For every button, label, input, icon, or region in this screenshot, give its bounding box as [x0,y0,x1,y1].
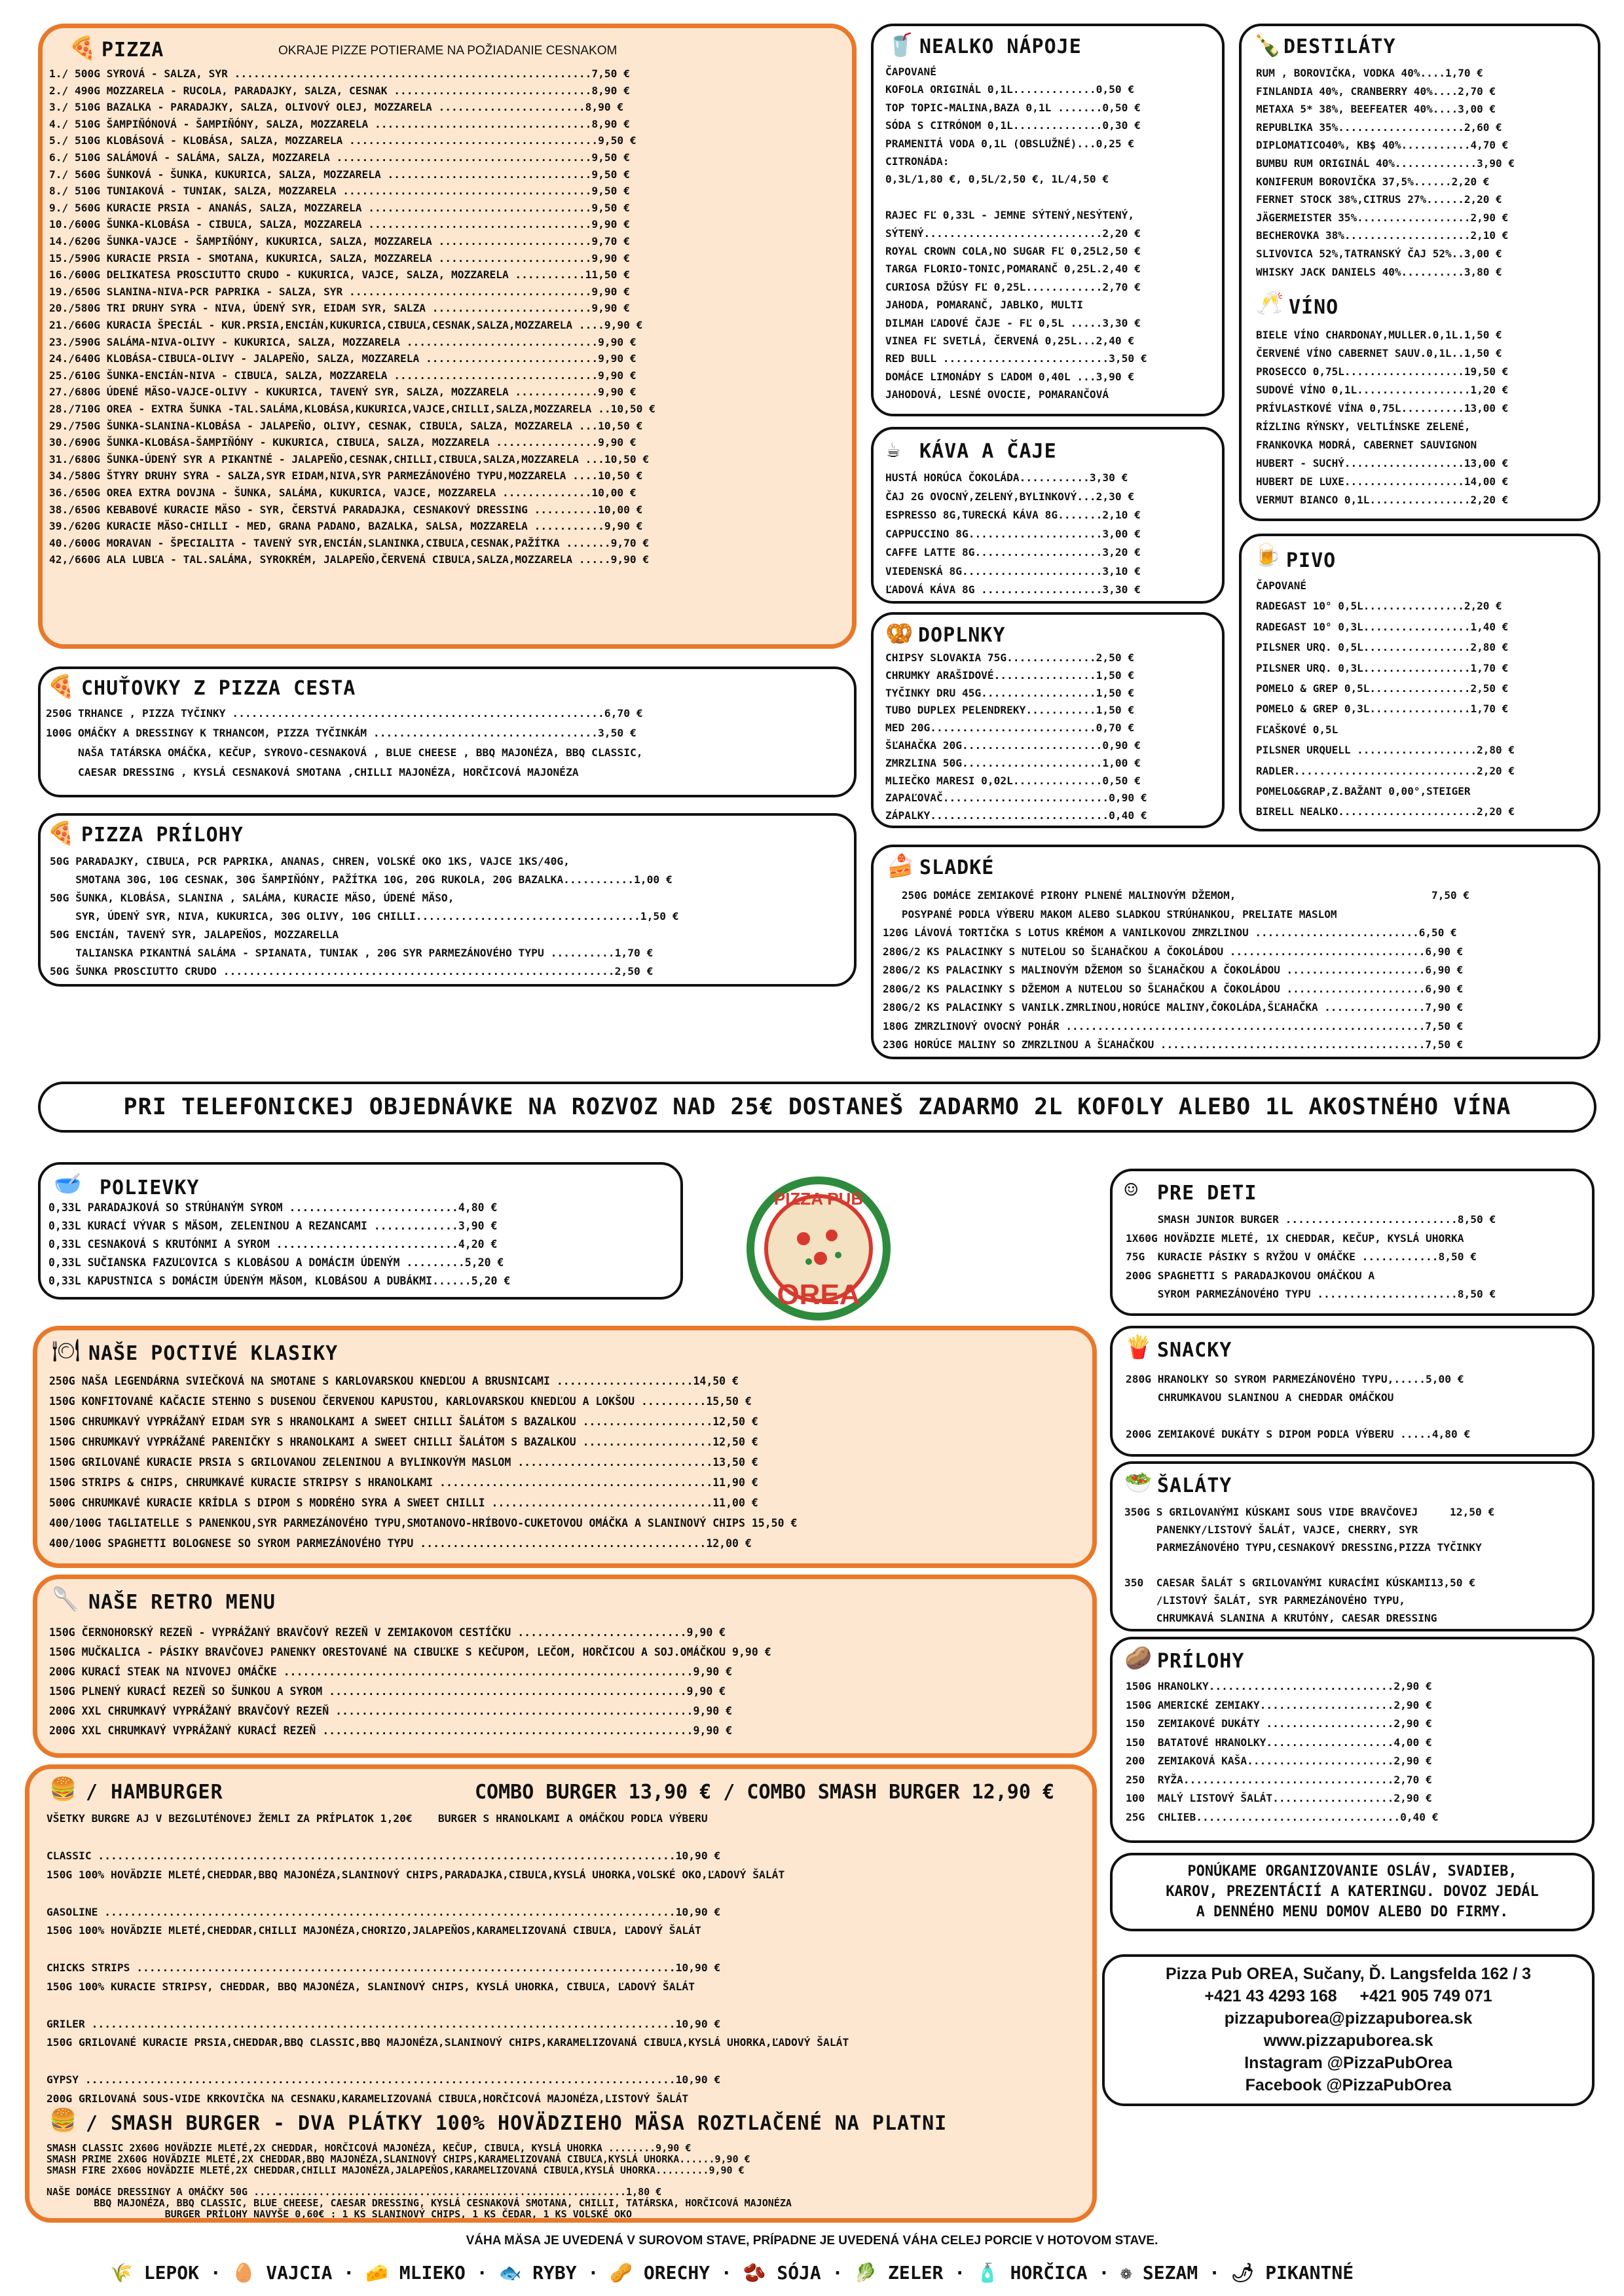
menu-line: FRANKOVKA MODRÁ, CABERNET SAUVIGNON [1256,439,1477,451]
chutovky-title: CHUŤOVKY Z PIZZA CESTA [81,677,356,700]
menu-line: 280G/2 KS PALACINKY S NUTELOU SO ŠĽAHAČKOU A ČOKOLÁDOU ...............................6,90 € [883,945,1464,958]
nealko-section [871,24,1225,416]
menu-line: 16./600G DELIKATESA PROSCIUTTO CRUDO - KUKURICA, VAJCE, SALZA, MOZZARELA ...........11,50 € [49,268,630,282]
burger-icon: 🍔 [49,2107,77,2134]
nealko-title: NEALKO NÁPOJE [919,35,1082,58]
chips-icon: 🥨 [885,621,913,647]
menu-line: pizzapuborea@pizzapuborea.sk [1224,2009,1473,2028]
menu-line: SMASH FIRE 2X60G HOVÄDZIE MLETÉ,2X CHEDDAR,CHILLI MAJONÉZA,JALAPEŇOS,KARAMELIZOVANÁ CIBUĽA,KYSLÁ UHORKA.........9,90 € [46,2164,745,2176]
menu-line: ZMRZLINA 50G......................1,00 € [885,756,1141,769]
menu-line: KONIFERUM BOROVIČKA 37,5%......2,20 € [1256,175,1490,188]
menu-line: Pizza Pub OREA, Sučany, Ď. Langsfelda 162 / 3 [1165,1965,1532,1983]
destilaty-title: DESTILÁTY [1283,35,1396,58]
menu-line: TYČINKY DRU 45G..................1,50 € [885,686,1135,699]
menu-line: ZAPAĽOVAČ..........................0,90 € [885,792,1147,805]
potato-icon: 🥔 [1124,1645,1153,1671]
menu-line: TUBO DUPLEX PELENDREKY...........1,50 € [885,704,1135,717]
menu-line: 150G KONFITOVANÉ KAČACIE STEHNO S DUSENOU ČERVENOU KAPUSTOU, KARLOVARSKOU KNEDĽOU A LOKŠOU ..........15,50 € [49,1395,752,1408]
pizza-pub-orea-logo [743,1173,894,1324]
menu-line: 280G/2 KS PALACINKY S DŽEMOM A NUTELOU SO ŠĽAHAČKOU A ČOKOLÁDOU ......................6,90 € [883,982,1464,995]
menu-line: CURIOSA DŽÚSY FĽ 0,25L............2,70 € [885,280,1141,293]
menu-line: www.pizzapuborea.sk [1263,2032,1433,2050]
menu-line: Facebook @PizzaPubOrea [1245,2076,1452,2094]
menu-line: 21./660G KURACIA ŠPECIÁL - KUR.PRSIA,ENCIÁN,KUKURICA,CIBUĽA,CESNAK,SALZA,MOZZARELA ....9,90 € [49,319,643,331]
menu-line: TOP TOPIC-MALINA,BAZA 0,1L .......0,50 € [885,101,1141,114]
menu-line: RADEGAST 10° 0,3L.................1,40 € [1256,620,1509,633]
menu-line: 200 ZEMIAKOVÁ KAŠA.......................2,90 € [1126,1755,1432,1767]
menu-line: 0,33L SUČIANSKA FAZUĽOVICA S KLOBÁSOU A DOMÁCIM ÚDENÝM .........5,20 € [48,1256,504,1269]
destilaty-section [1239,24,1600,521]
menu-line: SLIVOVICA 52%,TATRANSKÝ ČAJ 52%..3,00 € [1256,247,1502,260]
wine-glasses-icon: 🥂 [1256,290,1284,316]
menu-line: 280G/2 KS PALACINKY S VANILK.ZMRLINOU,HORÚCE MALINY,ČOKOLÁDA,ŠĽAHAČKA ................7,90 € [883,1001,1464,1013]
menu-line: BBQ MAJONÉZA, BBQ CLASSIC, BLUE CHEESE, CAESAR DRESSING, KYSLÁ CESNAKOVÁ SMOTANA, CHILLI, TATÁRSKA, HORČICOVÁ MAJONÉZA [46,2197,792,2209]
menu-line: 350 CAESAR ŠALÁT S GRILOVANÝMI KURACÍMI KÚSKAMI13,50 € [1124,1576,1476,1589]
doplnky-title: DOPLNKY [918,624,1006,647]
doplnky-section [871,612,1225,828]
menu-line: 23./590G SALÁMA-NIVA-OLIVY - KUKURICA, SALZA, MOZZARELA ..............................9,90 € [49,335,637,348]
menu-line: SÓDA S CITRÓNOM 0,1L..............0,30 € [885,119,1141,132]
menu-line: TALIANSKA PIKANTNÁ SALÁMA - SPIANATA, TUNIAK , 20G SYR PARMEZÁNOVÉHO TYPU ..........1,70 € [50,947,654,959]
menu-line: 150G MUČKALICA - PÁSIKY BRAVČOVEJ PANENKY ORESTOVANÉ NA CIBUĽKE S KEČUPOM, LEČOM, HORČICOU A SOJ.OMÁČKOU 9,90 € [49,1646,771,1658]
menu-line: MED 20G..........................0,70 € [885,721,1135,735]
menu-line: 200G ZEMIAKOVÉ DUKÁTY S DIPOM PODĽA VÝBERU .....4,80 € [1126,1428,1471,1440]
menu-line: KOFOLA ORIGINÁL 0,1L.............0,50 € [885,83,1135,96]
menu-line: POMELO&GRAP,Z.BAŽANT 0,00°,STEIGER [1256,785,1471,797]
menu-line: 7./ 560G ŠUNKOVÁ - ŠUNKA, KUKURICA, SALZA, MOZZARELA ................................9,50 € [49,168,630,181]
menu-line: 39./620G KURACIE MÄSO-CHILLI - MED, GRANA PADANO, BAZALKA, SALSA, MOZZARELA ...........9,90 € [49,520,643,533]
menu-line: RAJEC FĽ 0,33L - JEMNE SÝTENÝ,NESÝTENÝ, [885,209,1135,222]
menu-line: 0,33L KAPUSTNICA S DOMÁCIM ÚDENÝM MÄSOM, KLOBÁSOU A DUBÁKMI......5,20 € [48,1275,511,1287]
sladke-title: SLADKÉ [919,856,995,879]
menu-line: GRILER ...........................................................................................10,90 € [46,2017,721,2030]
menu-line: 150G CHRUMKAVÝ VYPRÁŽANÝ EIDAM SYR S HRANOLKAMI A SWEET CHILLI ŠALÁTOM S BAZALKOU ....................12,50 € [49,1415,758,1428]
plate-cutlery-icon: 🍽 [52,1338,81,1364]
menu-line: 150G 100% HOVÄDZIE MLETÉ,CHEDDAR,CHILLI MAJONÉZA,CHORIZO,JALAPEŇOS,KARAMELIZOVANÁ CIBUĽA, ĽADOVÝ ŠALÁT [46,1924,701,1937]
salad-icon: 🥗 [1124,1470,1153,1496]
menu-line: BIELE VÍNO CHARDONAY,MULLER.0,1L.1,50 € [1256,329,1502,341]
menu-line: 10./600G ŠUNKA-KLOBÁSA - CIBUĽA, SALZA, MOZZARELA ...................................9,90 € [49,218,630,231]
menu-line: SMASH PRIME 2X60G HOVÄDZIE MLETÉ,2X CHEDDAR,BBQ MAJONÉZA,SLANINOVÝ CHIPS,KARAMELIZOVANÁ CIBUĽA,KYSLÁ UHORKA......9,90 € [46,2153,750,2165]
menu-line: 250G NAŠA LEGENDÁRNA SVIEČKOVÁ NA SMOTANE S KARLOVARSKOU KNEDĽOU A BRUSNICAMI .....................14,50 € [49,1375,739,1387]
menu-line: PILSNER URQ. 0,5L.................2,80 € [1256,641,1509,654]
menu-line: 34./580G ŠTYRY DRUHY SYRA - SALZA,SYR EIDAM,NIVA,SYR PARMEZÁNOVÉHO TYPU,MOZZARELA ....10,50 € [49,469,643,483]
menu-line: 25G CHLIEB................................0,40 € [1126,1810,1439,1823]
menu-line: Instagram @PizzaPubOrea [1244,2054,1452,2072]
menu-line: 150G CHRUMKAVÝ VYPRÁŽANÉ PARENIČKY S HRANOLKAMI A SWEET CHILLI ŠALÁTOM S BAZALKOU ....................12,50 € [49,1436,758,1448]
deti-title: PRE DETI [1157,1182,1257,1205]
menu-line: SYR, ÚDENÝ SYR, NIVA, KUKURICA, 30G OLIVY, 10G CHILLI...................................1,50 € [50,910,679,922]
menu-line: 150 ZEMIAKOVÉ DUKÁTY ....................2,90 € [1126,1717,1432,1730]
menu-line: 38./650G KEBABOVÉ KURACIE MÄSO - SYR, ČERSTVÁ PARADAJKA, CESNAKOVÝ DRESSING ..........10,00 € [49,503,643,516]
menu-line: CLASSIC ..........................................................................................10,90 € [46,1850,721,1862]
pizza-icon: 🍕 [69,35,97,62]
menu-line: 230G HORÚCE MALINY SO ZMRZLINOU A ŠĽAHAČKOU ..........................................7,50 € [883,1038,1464,1051]
delivery-banner: PRI TELEFONICKEJ OBJEDNÁVKE NA ROZVOZ NAD 25€ DOSTANEŠ ZADARMO 2L KOFOLY ALEBO 1L AKOSTNÉHO VÍNA [38,1082,1596,1133]
menu-line: VINEA FĽ SVETLÁ, ČERVENÁ 0,25L...2,40 € [885,335,1135,347]
menu-line: ĽADOVÁ KÁVA 8G ...................3,30 € [885,583,1141,596]
menu-line: 15./590G KURACIE PRSIA - SMOTANA, KUKURICA, SALZA, MOZZARELA ........................9,90 € [49,251,630,264]
menu-line: CHRUMKAVOU SLANINOU A CHEDDAR OMÁČKOU [1126,1391,1394,1404]
menu-line: 280G HRANOLKY SO SYROM PARMEZÁNOVÉHO TYPU,.....5,00 € [1126,1373,1464,1385]
pivo-section [1239,534,1600,831]
menu-line: 280G/2 KS PALACINKY S MALINOVÝM DŽEMOM SO ŠĽAHAČKOU A ČOKOLÁDOU ......................6,90 € [883,964,1464,976]
menu-line: ESPRESSO 8G,TURECKÁ KÁVA 8G.......2,10 € [885,509,1141,521]
menu-line: 200G XXL CHRUMKAVÝ VYPRÁŽANÝ KURACÍ REZEŇ .........................................................9,90 € [49,1724,733,1737]
retro-section [33,1575,1097,1758]
menu-line: 200G SPAGHETTI S PARADAJKOVOU OMÁČKOU A [1126,1269,1375,1282]
menu-line: HUBERT - SUCHÝ...................13,00 € [1256,457,1509,469]
menu-line: 100 MALÝ LISTOVÝ ŠALÁT...................2,90 € [1126,1792,1432,1804]
sladke-section [871,845,1600,1059]
menu-line: PRAMENITÁ VODA 0,1L (OBSLUŽNÉ)...0,25 € [885,137,1135,150]
menu-line: 4./ 510G ŠAMPIŇÓNOVÁ - ŠAMPIŇÓNY, SALZA, MOZZARELA ..................................8,90 € [49,117,630,130]
menu-line: METAXA 5* 38%, BEEFEATER 40%....3,00 € [1256,103,1496,116]
menu-line: DIPLOMATICO40%, KB$ 40%...........4,70 € [1256,139,1509,152]
menu-line: 5./ 510G KLOBÁSOVÁ - KLOBÁSA, SALZA, MOZZARELA .......................................9,50 € [49,134,637,147]
menu-line: 31./680G ŠUNKA-ÚDENÝ SYR A PIKANTNÉ - JALAPEŇO,CESNAK,CHILLI,CIBUĽA,SALZA,MOZZARELA ...10,50 € [49,452,650,465]
retro-title: NAŠE RETRO MENU [88,1591,276,1614]
menu-line: RADEGAST 10° 0,5L................2,20 € [1256,600,1502,613]
menu-line: 40./600G MORAVAN - ŠPECIALITA - TAVENÝ SYR,ENCIÁN,SLANINKA,CIBUĽA,CESNAK,PAŽÍTKA .......9,70 € [49,536,650,549]
pizza-prilohy-section [38,813,857,987]
smiley-icon: ☺ [1124,1177,1138,1203]
klasiky-section [33,1326,1097,1568]
menu-line: 100G OMÁČKY A DRESSINGY K TRHANCOM, PIZZA TYČINKÁM ...................................3,50 € [46,727,637,739]
menu-line: ČAPOVANÉ [885,65,936,78]
menu-line: 6./ 510G SALÁMOVÁ - SALÁMA, SALZA, MOZZARELA ........................................9,50 € [49,151,630,164]
menu-line: 1./ 500G SYROVÁ - SALZA, SYR ........................................................7,50 € [49,67,630,80]
snacky-title: SNACKY [1157,1339,1232,1362]
menu-line: 50G ENCIÁN, TAVENÝ SYR, JALAPEŇOS, MOZZARELLA [50,928,339,941]
menu-line: SÝTENÝ............................2,20 € [885,227,1141,240]
menu-line: 1X60G HOVÄDZIE MLETÉ, 1X CHEDDAR, KEČUP, KYSLÁ UHORKA [1126,1231,1464,1245]
logo-bottom-text: OREA [777,1279,860,1311]
menu-line: 50G PARADAJKY, CIBUĽA, PCR PAPRIKA, ANANAS, CHREN, VOLSKÉ OKO 1KS, VAJCE 1KS/40G, [50,855,570,867]
menu-line: 120G LÁVOVÁ TORTIČKA S LOTUS KRÉMOM A VANILKOVOU ZMRZLINOU ..........................6,50 € [883,926,1457,939]
glass-icon: 🥤 [887,32,915,58]
menu-line: 8./ 510G TUNIAKOVÁ - TUNIAK, SALZA, MOZZARELA .......................................9,50 € [49,185,630,198]
menu-line: 200G GRILOVANÁ SOUS-VIDE KRKOVIČKA NA CESNAKU,KARAMELIZOVANÁ CIBUĽA,HORČICOVÁ MAJONÉZA,LISTOVÝ ŠALÁT [46,2092,689,2105]
ladle-icon: 🥄 [52,1586,80,1613]
menu-line: PRÍVLASTKOVÉ VÍNA 0,75L..........13,00 € [1256,402,1509,414]
menu-line: BECHEROVKA 38%....................2,10 € [1256,229,1509,242]
menu-line: POSYPANÉ PODĽA VÝBERU MAKOM ALEBO SLADKOU STRÚHANKOU, PRELIATE MASLOM [883,907,1337,920]
menu-line: 0,33L CESNAKOVÁ S KRUTÓNMI A SYROM ............................4,20 € [48,1238,498,1250]
menu-line: ROYAL CROWN COLA,NO SUGAR FĽ 0,25L2,50 € [885,245,1141,257]
smash-title: / SMASH BURGER - DVA PLÁTKY 100% HOVÄDZIEHO MÄSA ROZTLAČENÉ NA PLATNI [86,2112,948,2135]
menu-line: RED BULL ..........................3,50 € [885,352,1147,365]
menu-line: 400/100G SPAGHETTI BOLOGNESE SO SYROM PARMEZÁNOVÉHO TYPU ............................................12,00 € [49,1537,752,1550]
combo-offer: COMBO BURGER 13,90 € / COMBO SMASH BURGER 12,90 € [475,1781,1055,1804]
pizza-section [38,24,857,649]
pizza-prilohy-title: PIZZA PRÍLOHY [81,824,244,847]
menu-line: CAPPUCCINO 8G.....................3,00 € [885,527,1141,540]
prilohy-section [1110,1637,1595,1843]
menu-line: NAŠA TATÁRSKA OMÁČKA, KEČUP, SYROVO-CESNAKOVÁ , BLUE CHEESE , BBQ MAJONÉZA, BBQ CLASSIC, [46,746,643,759]
menu-line: JÄGERMEISTER 35%..................2,90 € [1256,211,1509,224]
kava-title: KÁVA A ČAJE [919,440,1057,463]
menu-line: REPUBLIKA 35%....................2,60 € [1256,120,1502,134]
menu-line: CHRUMKAVÁ SLANINA A KRUTÓNY, CAESAR DRESSING [1124,1612,1437,1624]
menu-line: 27./680G ÚDENÉ MÄSO-VAJCE-OLIVY - KUKURICA, TAVENÝ SYR, SALZA, MOZZARELA .............9,90 € [49,386,637,399]
menu-line: +421 43 4293 168 +421 905 749 071 [1204,1987,1492,2005]
menu-line: ZÁPALKY............................0,40 € [885,809,1147,822]
menu-line: 19./650G SLANINA-NIVA-PCR PAPRIKA - SALZA, SYR ......................................9,90 € [49,285,630,298]
menu-line: KAROV, PREZENTÁCIÍ A KATERINGU. DOVOZ JEDÁL [1166,1884,1539,1900]
kava-section [871,427,1225,604]
pizza-title: PIZZA [101,39,164,62]
menu-line: 0,3L/1,80 €, 0,5L/2,50 €, 1L/4,50 € [885,173,1109,186]
menu-line: 20./580G TRI DRUHY SYRA - NIVA, ÚDENÝ SYR, EIDAM SYR, SALZA .........................9,90 € [49,302,630,315]
menu-line: 150G GRILOVANÉ KURACIE PRSIA,CHEDDAR,BBQ CLASSIC,BBQ MAJONÉZA,SLANINOVÝ CHIPS,KARAMELIZOVANÁ CIBUĽA,KYSLÁ UHORKA,ĽADOVÝ ŠALÁT [46,2036,849,2049]
menu-line: BURGER PRÍLOHY NAVYŠE 0,60€ : 1 KS SLANINOVÝ CHIPS, 1 KS ČEDAR, 1 KS VOLSKÉ OKO [46,2208,633,2220]
menu-line: WHISKY JACK DANIELS 40%..........3,80 € [1256,265,1502,278]
menu-line: PARMEZÁNOVÉHO TYPU,CESNAKOVÝ DRESSING,PIZZA TYČINKY [1124,1541,1482,1554]
menu-line: PONÚKAME ORGANIZOVANIE OSLÁV, SVADIEB, [1187,1863,1517,1880]
menu-line: BIRELL NEALKO......................2,20 € [1256,805,1515,818]
menu-line: FINLANDIA 40%, CRANBERRY 40%....2,70 € [1256,84,1496,98]
menu-line: RUM , BOROVIČKA, VODKA 40%....1,70 € [1256,67,1483,79]
pizza-slice-icon: 🍕 [47,674,75,700]
menu-line: NAŠE DOMÁCE DRESSINGY A OMÁČKY 50G ...............................................................1,80 € [46,2186,662,2198]
menu-line: 36./650G OREA EXTRA DOVJNA - ŠUNKA, SALÁMA, KUKURICA, VAJCE, MOZZARELA ..............10,00 € [49,486,637,499]
menu-line: 150G PLNENÝ KURACÍ REZEŇ SO ŠUNKOU A SYROM .......................................................9,90 € [49,1685,726,1698]
fries-icon: 🍟 [1124,1334,1153,1360]
menu-line: 350G S GRILOVANÝMI KÚSKAMI SOUS VIDE BRAVČOVEJ 12,50 € [1124,1506,1495,1518]
contact-section [1102,1954,1595,2106]
menu-line: 150G 100% HOVÄDZIE MLETÉ,CHEDDAR,BBQ MAJONÉZA,SLANINOVÝ CHIPS,PARADAJKA,CIBUĽA,KYSLÁ UHORKA,VOLSKÉ OKO,ĽADOVÝ ŠALÁT [46,1868,785,1881]
menu-line: RADLER.............................2,20 € [1256,764,1515,777]
menu-line: 28./710G OREA - EXTRA ŠUNKA -TAL.SALÁMA,KLOBÁSA,KUKURICA,VAJCE,CHILLI,SALZA,MOZZARELA ..10,50 € [49,403,655,415]
menu-line: 200G XXL CHRUMKAVÝ VYPRÁŽANÝ BRAVČOVÝ REZEŇ .......................................................9,90 € [49,1705,733,1717]
menu-line: 0,33L KURACÍ VÝVAR S MÄSOM, ZELENINOU A REZANCAMI .............3,90 € [48,1220,498,1232]
menu-line: 50G ŠUNKA PROSCIUTTO CRUDO .............................................................2,50 € [50,965,654,977]
menu-line: 24./640G KLOBÁSA-CIBUĽA-OLIVY - JALAPEŇO, SALZA, MOZZARELA ...........................9,90 € [49,352,637,365]
menu-line: SUDOVÉ VÍNO 0,1L..................1,20 € [1256,384,1509,396]
cake-icon: 🍰 [887,853,915,879]
menu-line: CHIPSY SLOVAKIA 75G..............2,50 € [885,651,1135,664]
menu-line: 400/100G TAGLIATELLE S PANENKOU,SYR PARMEZÁNOVÉHO TYPU,SMOTANOVO-HRÍBOVO-CUKETOVOU OMÁČKA A SLANINOVÝ CHIPS 15,50 € [49,1517,798,1529]
polievky-section [38,1162,683,1300]
menu-line: CAESAR DRESSING , KYSLÁ CESNAKOVÁ SMOTANA ,CHILLI MAJONÉZA, HORČICOVÁ MAJONÉZA [46,766,579,778]
menu-line: VŠETKY BURGRE AJ V BEZGLUTÉNOVEJ ŽEMLI ZA PRÍPLATOK 1,20€ BURGER S HRANOLKAMI A OMÁČKOU PODĽA VÝBERU [46,1812,708,1825]
menu-line: VIEDENSKÁ 8G......................3,10 € [885,564,1141,577]
salaty-title: ŠALÁTY [1157,1474,1232,1497]
menu-line: 25./610G ŠUNKA-ENCIÁN-NIVA - CIBUĽA, SALZA, MOZZARELA ................................9,90 € [49,369,637,382]
menu-line: 3./ 510G BAZALKA - PARADAJKY, SALZA, OLIVOVÝ OLEJ, MOZZARELA .......................8,90 € [49,101,624,114]
klasiky-title: NAŠE POCTIVÉ KLASIKY [88,1342,339,1365]
menu-line: FĽAŠKOVÉ 0,5L [1256,723,1338,736]
menu-line: 75G KURACIE PÁSIKY S RYŽOU V OMÁČKE ............8,50 € [1126,1250,1477,1263]
menu-line: 30./690G ŠUNKA-KLOBÁSA-ŠAMPIŇÓNY - KUKURICA, CIBUĽA, SALZA, MOZZARELA ................9,90 € [49,436,637,449]
menu-line: MLIEČKO MARESI 0,02L..............0,50 € [885,774,1141,787]
menu-line: /LISTOVÝ ŠALÁT, SYR PARMEZÁNOVÉHO TYPU, [1124,1594,1405,1607]
pizza-subtitle: OKRAJE PIZZE POTIERAME NA POŽIADANIE CESNAKOM [278,44,618,58]
menu-line: HUBERT DE LUXE...................14,00 € [1256,475,1509,488]
menu-line: 150G AMERICKÉ ZEMIAKY.....................2,90 € [1126,1698,1432,1711]
allergen-legend: 🌾 LEPOK · 🥚 VAJCIA · 🧀 MLIEKO · 🐟 RYBY · 🥜 ORECHY · 🫘 SÓJA · 🥬 ZELER · 🧴 HORČICA · ❁ SEZAM · 🌶 PIKANTNÉ [110,2262,1354,2284]
vino-title: VÍNO [1289,296,1339,319]
menu-line: 2./ 490G MOZZARELA - RUCOLA, PARADAJKY, SALZA, CESNAK ...............................8,90 € [49,84,630,97]
logo-top-text: PIZZA PUB [773,1189,864,1209]
menu-line: 14./620G ŠUNKA-VAJCE - ŠAMPIŇÓNY, KUKURICA, SALZA, MOZZARELA ........................9,70 € [49,235,630,247]
prilohy-title: PRÍLOHY [1157,1650,1245,1673]
hamburger-section [25,1764,1097,2223]
menu-line: POMELO & GREP 0,5L................2,50 € [1256,682,1509,695]
menu-line: DOMÁCE LIMONÁDY S ĽADOM 0,40L ...3,90 € [885,370,1135,383]
menu-line: ČAPOVANÉ [1256,579,1307,592]
menu-line: 150G GRILOVANÉ KURACIE PRSIA S GRILOVANOU ZELENINOU A BYLINKOVÝM MASLOM ..............................13,50 € [49,1456,758,1468]
menu-line: 500G CHRUMKAVÉ KURACIE KRÍDLA S DIPOM S MODRÉHO SYRA A SWEET CHILLI ..................................11,00 € [49,1497,758,1509]
menu-line: 0,33L PARADAJKOVÁ SO STRÚHANÝM SYROM ..........................4,80 € [48,1201,498,1214]
snacky-section [1110,1326,1595,1457]
menu-line: ČAJ 2G OVOCNÝ,ZELENÝ,BYLINKOVÝ...2,30 € [885,490,1135,503]
menu-line: PILSNER URQUELL ...................2,80 € [1256,744,1515,757]
weight-note: VÁHA MÄSA JE UVEDENÁ V SUROVOM STAVE, PRÍPADNE JE UVEDENÁ VÁHA CELEJ PORCIE V HOTOVOM STAVE. [466,2234,1158,2248]
beer-icon: 🍺 [1253,542,1282,568]
menu-line: 150G ČERNOHORSKÝ REZEŇ - VYPRÁŽANÝ BRAVČOVÝ REZEŇ V ZEMIAKOVOM CESTÍČKU ..........................9,90 € [49,1626,726,1639]
pizza-slice-icon: 🍕 [47,820,75,847]
menu-line: POMELO & GREP 0,3L................1,70 € [1256,702,1509,716]
pivo-title: PIVO [1286,549,1337,572]
menu-line: A DENNÉHO MENU DOMOV ALEBO DO FIRMY. [1196,1904,1509,1920]
menu-line: JAHODA, POMARANČ, JABLKO, MULTI [885,299,1084,312]
bowl-icon: 🥣 [54,1171,82,1197]
menu-line: CITRONÁDA: [885,155,950,168]
menu-line: PILSNER URQ. 0,3L.................1,70 € [1256,661,1509,674]
menu-line: 250G TRHANCE , PIZZA TYČINKY ..........................................................6,70 € [46,707,643,720]
menu-line: PROSECCO 0,75L...................19,50 € [1256,365,1509,378]
polievky-title: POLIEVKY [100,1176,200,1199]
menu-line: 250G DOMÁCE ZEMIAKOVÉ PIROHY PLNENÉ MALINOVÝM DŽEMOM, 7,50 € [883,889,1469,902]
menu-line: RÍZLING RÝNSKY, VELTLÍNSKE ZELENÉ, [1256,420,1471,433]
events-section [1110,1853,1595,1931]
menu-line: 150G STRIPS & CHIPS, CHRUMKAVÉ KURACIE STRIPSY S HRANOLKAMI ..........................................11,90 € [49,1476,758,1489]
menu-line: ŠĽAHAČKA 20G......................0,90 € [885,739,1141,752]
menu-line: 29./750G ŠUNKA-SLANINA-KLOBÁSA - JALAPEŇO, OLIVY, CESNAK, CIBUĽA, SALZA, MOZZARELA ...10,50 € [49,419,643,432]
menu-line: CAFFE LATTE 8G....................3,20 € [885,546,1141,558]
menu-line: ČERVENÉ VÍNO CABERNET SAUV.0,1L..1,50 € [1256,347,1502,359]
coffee-icon: ☕ [887,437,900,463]
bottles-icon: 🍾 [1253,32,1282,58]
menu-line: 150G HRANOLKY.............................2,90 € [1126,1680,1432,1692]
menu-line: 250 RYŽA.................................2,70 € [1126,1773,1432,1786]
menu-line: SMASH CLASSIC 2X60G HOVÄDZIE MLETÉ,2X CHEDDAR, HORČICOVÁ MAJONÉZA, KEČUP, CIBUĽA, KYSLÁ UHORKA ........9,90 € [46,2142,692,2154]
menu-line: TARGA FLORIO-TONIC,POMARANČ 0,25L.2,40 € [885,263,1141,276]
menu-line: 150 BATATOVÉ HRANOLKY....................4,00 € [1126,1736,1432,1749]
menu-line: DILMAH ĽADOVÉ ČAJE - FĽ 0,5L .....3,30 € [885,316,1141,329]
deti-section [1110,1169,1595,1316]
menu-line: CHICKS STRIPS ....................................................................................10,90 € [46,1961,721,1974]
menu-line: PANENKY/LISTOVÝ ŠALÁT, VAJCE, CHERRY, SYR [1124,1523,1418,1536]
menu-line: 200G KURACÍ STEAK NA NIVOVEJ OMÁČKE ...............................................................9,90 € [49,1666,733,1678]
menu-line: GYPSY ............................................................................................10,90 € [46,2073,721,2086]
menu-line: 42,/660G ALA LUBĽA - TAL.SALÁMA, SYROKRÉM, JALAPEŇO,ČERVENÁ CIBUĽA,SALZA,MOZZARELA .....9,90 € [49,553,650,566]
menu-line: 150G 100% KURACIE STRIPSY, CHEDDAR, BBQ MAJONÉZA, SLANINOVÝ CHIPS, KYSLÁ UHORKA, CIBUĽA, ĽADOVÝ ŠALÁT [46,1980,695,1993]
menu-line: SMOTANA 30G, 10G CESNAK, 30G ŠAMPIŇÓNY, PAŽÍTKA 10G, 20G RUKOLA, 20G BAZALKA...........1,00 € [50,873,673,886]
menu-line: GASOLINE .........................................................................................10,90 € [46,1905,721,1918]
menu-line: 50G ŠUNKA, KLOBÁSA, SLANINA , SALÁMA, KURACIE MÄSO, ÚDENÉ MÄSO, [50,892,454,904]
menu-line: 180G ZMRZLINOVÝ OVOCNÝ POHÁR .........................................................7,50 € [883,1019,1464,1032]
menu-line: SMASH JUNIOR BURGER ...........................8,50 € [1126,1213,1496,1226]
menu-line: HUSTÁ HORÚCA ČOKOLÁDA...........3,30 € [885,471,1128,484]
chutovky-section [38,666,857,797]
menu-line: 9./ 560G KURACIE PRSIA - ANANÁS, SALZA, MOZZARELA ...................................9,50 € [49,201,630,214]
menu-line: SYROM PARMEZÁNOVÉHO TYPU ......................8,50 € [1126,1288,1496,1300]
salaty-section [1110,1461,1595,1631]
menu-line: BUMBU RUM ORIGINÁL 40%.............3,90 € [1256,157,1515,170]
menu-line: FERNET STOCK 38%,CITRUS 27%......2,20 € [1256,193,1502,206]
hamburger-title: / HAMBURGER [86,1781,223,1804]
menu-line: JAHODOVÁ, LESNÉ OVOCIE, POMARANČOVÁ [885,388,1109,401]
menu-line: VERMUT BIANCO 0,1L................2,20 € [1256,494,1509,506]
menu-line: CHRUMKY ARAŠIDOVÉ................1,50 € [885,668,1135,682]
burger-icon: 🍔 [49,1776,77,1802]
